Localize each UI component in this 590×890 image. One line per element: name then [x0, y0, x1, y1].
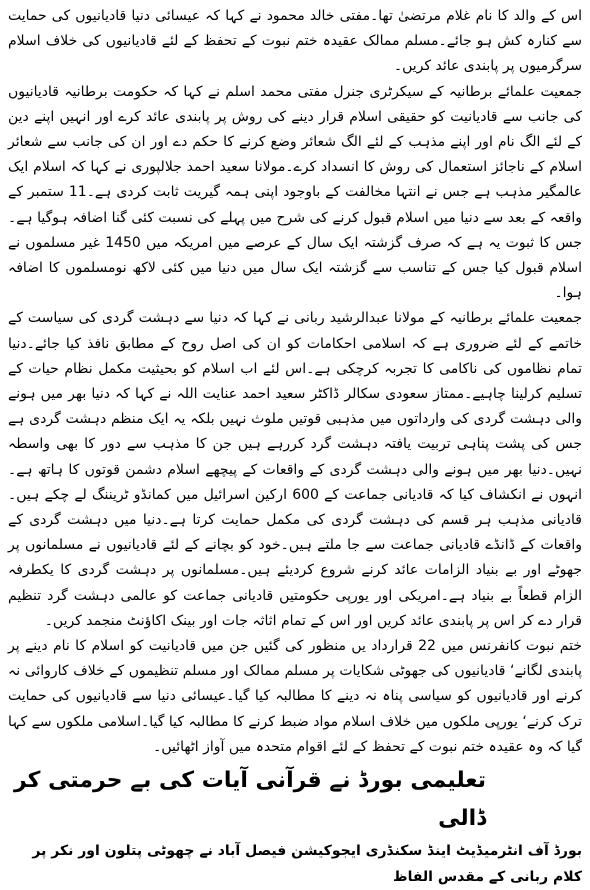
closing-line: بورڈ آف انٹرمیڈیٹ اینڈ سکنڈری ایجوکیشن فیصل آباد نے چھوٹی پتلون اور نکر پر کلام ربانی کے مقدس الفاظ	[32, 843, 582, 886]
paragraph-4: ختم نبوت کانفرنس میں 22 قرارداد یں منظور کی گئیں جن میں قادیانیت کو اسلام کا نام دینے پر پابندی لگانے‘ قادیانیوں کی جھوٹی شکایات پر مسلم ممالک اور مسلم تنظیموں کے خلاف کاروائی نہ کرنے اور قادیانیوں کو سیاسی پناہ نہ دینے کا مطالبہ کیا گیا۔عیسائی دنیا سے قادیانیوں کی حمایت ترک کرنے‘ یورپی ملکوں میں خلاف اسلام مواد ضبط کرنے کا مطالبہ کیا گیا۔اسلامی ملکوں سے کہا گیا کہ وہ عقیدہ ختم نبوت کے تحفظ کے لئے اقوام متحدہ میں آواز اٹھائیں۔	[8, 638, 582, 755]
paragraph-3: جمعیت علمائے برطانیہ کے مولانا عبدالرشید ربانی نے کہا کہ دنیا سے دہشت گردی کی سیاست کے خاتمے کے لئے ضروری ہے کہ اسلامی احکامات کو ان کی اصل روح کے مطابق نافذ کیا جائے۔دنیا تمام نظاموں کی ناکامی کا تجربہ کرچکی ہے۔اس لئے اب اسلام کو بحیثیت مکمل نظام حیات کے تسلیم کرلینا چاہیے۔ممتاز سعودی سکالر ڈاکٹر سعید احمد عنایت اللہ نے کہا کہ دنیا بھر میں ہونے والی دہشت گردی کی وارداتوں میں مذہبی قوتیں ملوث نہیں بلکہ یہ ایک منظم دہشت گردی ہے جس کی پشت پناہی تربیت یافتہ دہشت گرد کررہے ہیں جن کا مذہب سے دور کا بھی واسطہ نہیں۔دنیا بھر میں ہونے والی دہشت گردی کے واقعات کے پیچھے اسلام دشمن قوتوں کا ہاتھ ہے۔انہوں نے انکشاف کیا کہ قادیانی جماعت کے 600 ارکین اسرائیل میں کمانڈو ٹریننگ لے چکے ہیں۔قادیانی مذہب ہر قسم کی دہشت گردی کی مکمل حمایت کرتا ہے۔دنیا میں دہشت گردی کے واقعات کے ڈانڈے قادیانی جماعت سے جا ملتے ہیں۔خود کو بچانے کے لئے قادیانیوں نے مسلمانوں پر جھوٹے اور بے بنیاد الزامات عائد کرنے شروع کردیئے ہیں۔مسلمانوں پر دہشت گردی کا یکطرفہ الزام قطعاً بے بنیاد ہے۔امریکی اور یورپی حکومتیں قادیانی جماعت کو عالمی دہشت گرد تنظیم قرار دے کر اس پر پابندی عائد کریں اور اس کے تمام اثاثہ جات اور بینک اکاؤنٹ منجمد کریں۔	[8, 310, 583, 629]
headline: تعلیمی بورڈ نے قرآنی آیات کی بے حرمتی کر ڈالی	[14, 768, 486, 832]
paragraph-2: جمعیت علمائے برطانیہ کے سیکرٹری جنرل مفتی محمد اسلم نے کہا کہ حکومت برطانیہ قادیانیوں کی جانب سے قادیانیت کو حقیقی اسلام قرار دینے کی روش پر پابندی عائد کرے اور انہیں اپنے دین کے لئے الگ نام اور اپنے مذہب کے لئے الگ شعائر وضع کرنے کا حکم دے اور ان کی جانب سے شعائر اسلام کے ناجائز استعمال کی روش کا انسداد کرے۔مولانا سعید احمد جلالپوری نے کہا کہ اسلام ایک عالمگیر مذہب ہے جس نے انتہا مخالفت کے باوجود اپنی ہمہ گیریت ثابت کردی ہے۔11 ستمبر کے واقعہ کے بعد سے دنیا میں اسلام قبول کرنے کی شرح میں پہلے کی نسبت کئی گنا اضافہ ہوگیا ہے۔ جس کا ثبوت یہ ہے کہ صرف گزشتہ ایک سال کے عرصے میں امریکہ میں 1450 غیر مسلموں نے اسلام قبول کیا جس کے تناسب سے گزشتہ ایک سال میں دنیا میں کئی لاکھ نومسلموں کا اضافہ ہوا۔	[8, 83, 582, 302]
paragraph-1: اس کے والد کا نام غلام مرتضیٰ تھا۔مفتی خالد محمود نے کہا کہ عیسائی دنیا قادیانیوں کی حمایت سے کنارہ کش ہو جائے۔مسلم ممالک عقیدہ ختم نبوت کے تحفظ کے لئے قادیانیوں کی خلاف اسلام سرگرمیوں پر پابندی عائد کریں۔	[8, 8, 582, 75]
